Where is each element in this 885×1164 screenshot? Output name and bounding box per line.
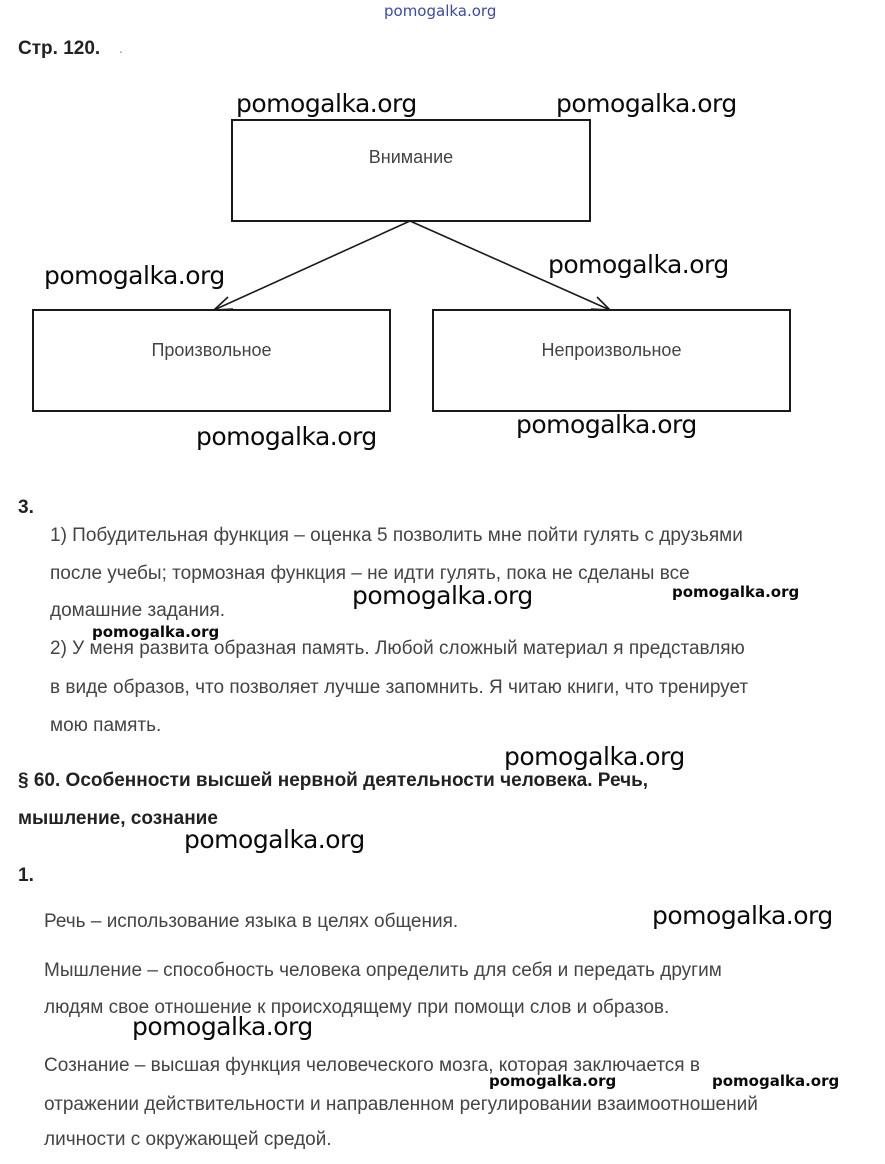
node-right-label: Непроизвольное (541, 340, 682, 360)
watermark: pomogalka.org (352, 581, 533, 610)
section-title-line1: § 60. Особенности высшей нервной деятельности человека. Речь, (18, 770, 649, 791)
arrow-left-line (214, 221, 410, 310)
watermark: pomogalka.org (556, 89, 737, 118)
section-title-line2: мышление, сознание (18, 808, 218, 829)
task3-line: после учебы; тормозная функция – не идти гулять, пока не сделаны все (50, 563, 690, 584)
watermark: pomogalka.org (196, 422, 377, 451)
watermark: pomogalka.org (504, 742, 685, 771)
watermark: pomogalka.org (44, 261, 225, 290)
definition-rech: Речь – использование языка в целях общения. (44, 911, 459, 932)
watermark: pomogalka.org (236, 89, 417, 118)
watermark: pomogalka.org (132, 1012, 313, 1041)
watermark: pomogalka.org (489, 1072, 617, 1090)
watermark: pomogalka.org (184, 825, 365, 854)
task3-number: 3. (18, 497, 34, 518)
task1-number: 1. (18, 865, 34, 886)
watermark: pomogalka.org (548, 250, 729, 279)
watermark: pomogalka.org (712, 1072, 840, 1090)
diagram-node-right (432, 309, 791, 412)
node-root-label: Внимание (368, 147, 454, 167)
definition-myshlenie-line: Мышление – способность человека определить для себя и передать другим (44, 960, 722, 981)
task3-line: 2) У меня развита образная память. Любой сложный материал я представляю (50, 638, 745, 659)
diagram-node-left (32, 309, 391, 412)
watermark: pomogalka.org (652, 901, 833, 930)
watermark: pomogalka.org (672, 583, 800, 601)
watermark: pomogalka.org (516, 410, 697, 439)
task3-line: домашние задания. (50, 600, 226, 621)
task3-line: 1) Побудительная функция – оценка 5 позволить мне пойти гулять с друзьями (50, 525, 743, 546)
definition-soznanie-line: личности с окружающей средой. (44, 1129, 332, 1150)
diagram-node-root (231, 119, 591, 222)
node-left-label: Произвольное (151, 340, 272, 360)
page-label: Стр. 120. (18, 38, 101, 59)
watermark: pomogalka.org (92, 623, 220, 641)
watermark-top: pomogalka.org (384, 2, 497, 20)
definition-soznanie-line: Сознание – высшая функция человеческого мозга, которая заключается в (44, 1055, 700, 1076)
task3-line: мою память. (50, 715, 162, 736)
definition-myshlenie-line: людям свое отношение к происходящему при помощи слов и образов. (44, 997, 670, 1018)
task3-line: в виде образов, что позволяет лучше запомнить. Я читаю книги, что тренирует (50, 677, 749, 698)
definition-soznanie-line: отражении действительности и направленном регулировании взаимоотношений (44, 1094, 758, 1115)
page-label-dot: . (119, 40, 123, 56)
